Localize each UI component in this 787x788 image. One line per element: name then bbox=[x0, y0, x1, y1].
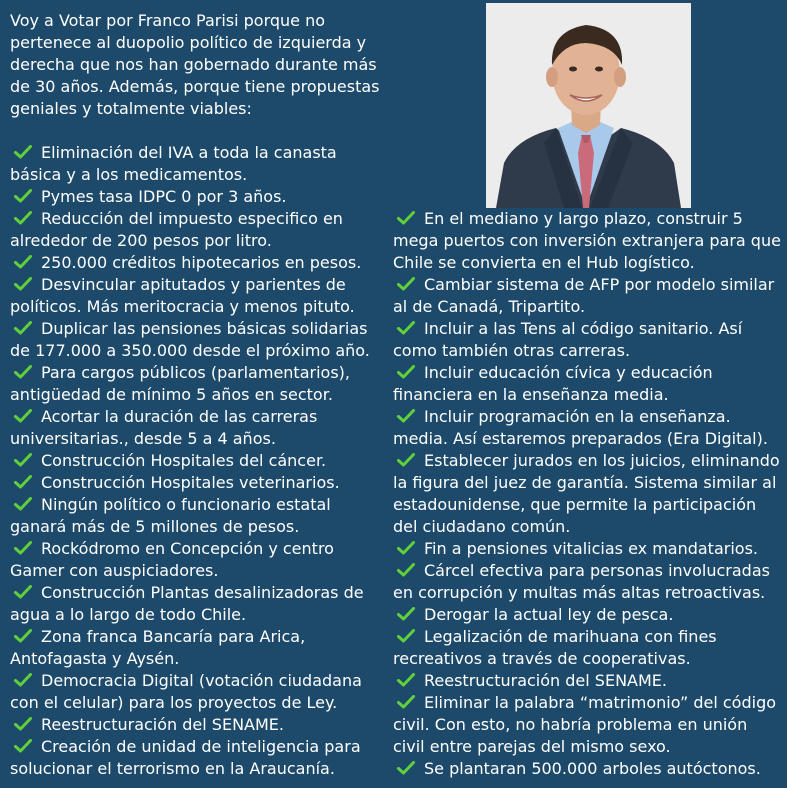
proposal-text: Construcción Hospitales veterinarios. bbox=[41, 473, 340, 492]
proposal-text: Ningún político o funcionario estatal ganará más de 5 millones de pesos. bbox=[10, 495, 331, 536]
proposal-item bbox=[10, 274, 386, 318]
proposal-text: Derogar la actual ley de pesca. bbox=[424, 605, 674, 624]
proposal-item bbox=[393, 758, 783, 780]
check-icon bbox=[397, 211, 415, 225]
proposal-text: Legalización de marihuana con fines recreativos a través de cooperativas. bbox=[393, 627, 717, 668]
check-icon bbox=[14, 409, 32, 423]
check-icon bbox=[14, 145, 32, 159]
proposal-item bbox=[393, 604, 783, 626]
proposal-text: Eliminación del IVA a toda la canasta básica y a los medicamentos. bbox=[10, 143, 337, 184]
proposal-item bbox=[393, 274, 783, 318]
check-icon bbox=[14, 475, 32, 489]
proposal-item bbox=[10, 670, 386, 714]
proposal-text: En el mediano y largo plazo, construir 5 mega puertos con inversión extranjera para que Chile se convierta en el Hub logístico. bbox=[393, 209, 781, 272]
check-icon bbox=[397, 277, 415, 291]
proposals-right-list bbox=[393, 208, 783, 780]
proposal-item bbox=[393, 560, 783, 604]
check-icon bbox=[397, 321, 415, 335]
check-icon bbox=[14, 717, 32, 731]
proposal-text: Construcción Plantas desalinizadoras de agua a lo largo de todo Chile. bbox=[10, 583, 364, 624]
check-icon bbox=[14, 321, 32, 335]
proposal-item bbox=[10, 406, 386, 450]
check-icon bbox=[397, 673, 415, 687]
proposals-left-list bbox=[10, 142, 386, 780]
proposal-text: Creación de unidad de inteligencia para solucionar el terrorismo en la Araucanía. bbox=[10, 737, 361, 778]
proposal-item bbox=[10, 208, 386, 252]
proposal-item bbox=[393, 626, 783, 670]
proposal-text: Duplicar las pensiones básicas solidarias de 177.000 a 350.000 desde el próximo año. bbox=[10, 319, 370, 360]
check-icon bbox=[14, 739, 32, 753]
check-icon bbox=[397, 761, 415, 775]
proposal-item bbox=[393, 362, 783, 406]
proposal-item bbox=[10, 714, 386, 736]
check-icon bbox=[397, 629, 415, 643]
proposal-item bbox=[10, 450, 386, 472]
proposal-text: Se plantaran 500.000 arboles autóctonos. bbox=[424, 759, 761, 778]
proposal-text: Reestructuración del SENAME. bbox=[41, 715, 284, 734]
proposal-text: Acortar la duración de las carreras universitarias., desde 5 a 4 años. bbox=[10, 407, 318, 448]
check-icon bbox=[397, 365, 415, 379]
check-icon bbox=[14, 365, 32, 379]
proposal-item bbox=[393, 406, 783, 450]
check-icon bbox=[14, 629, 32, 643]
proposal-text: Cárcel efectiva para personas involucradas en corrupción y multas más altas retroactivas. bbox=[393, 561, 770, 602]
check-icon bbox=[397, 695, 415, 709]
proposal-text: Construcción Hospitales del cáncer. bbox=[41, 451, 327, 470]
proposal-item bbox=[10, 582, 386, 626]
proposal-item bbox=[10, 538, 386, 582]
proposal-text: Democracia Digital (votación ciudadana con el celular) para los proyectos de Ley. bbox=[10, 671, 362, 712]
check-icon bbox=[14, 255, 32, 269]
proposal-item bbox=[10, 318, 386, 362]
proposal-text: Zona franca Bancaría para Arica, Antofagasta y Aysén. bbox=[10, 627, 306, 668]
proposal-item bbox=[10, 186, 386, 208]
proposal-item bbox=[393, 692, 783, 758]
check-icon bbox=[14, 453, 32, 467]
check-icon bbox=[14, 211, 32, 225]
check-icon bbox=[397, 453, 415, 467]
person-illustration bbox=[486, 3, 691, 208]
check-icon bbox=[397, 541, 415, 555]
check-icon bbox=[14, 189, 32, 203]
proposal-text: Eliminar la palabra “matrimonio” del código civil. Con esto, no habría problema en unión civil entre parejas del mismo sexo. bbox=[393, 693, 777, 756]
check-icon bbox=[14, 585, 32, 599]
proposal-text: Rockódromo en Concepción y centro Gamer con auspiciadores. bbox=[10, 539, 334, 580]
proposal-item bbox=[10, 736, 386, 780]
proposal-text: Incluir educación cívica y educación financiera en la enseñanza media. bbox=[393, 363, 713, 404]
proposal-text: Establecer jurados en los juicios, eliminando la figura del juez de garantía. Sistema similar al estadounidense, que permite la participación del ciudadano común. bbox=[393, 451, 780, 536]
check-icon bbox=[14, 497, 32, 511]
proposal-item bbox=[393, 538, 783, 560]
proposal-text: Fin a pensiones vitalicias ex mandatarios. bbox=[424, 539, 758, 558]
proposal-text: Incluir a las Tens al código sanitario. Así como también otras carreras. bbox=[393, 319, 743, 360]
proposal-text: 250.000 créditos hipotecarios en pesos. bbox=[41, 253, 362, 272]
portrait-photo bbox=[486, 3, 691, 208]
check-icon bbox=[397, 607, 415, 621]
proposal-item bbox=[393, 450, 783, 538]
proposal-text: Reestructuración del SENAME. bbox=[424, 671, 667, 690]
intro-text: Voy a Votar por Franco Parisi porque no pertenece al duopolio político de izquierda y derecha que nos han gobernado durante más de 30 años. Además, porque tiene propuestas geniales y totalmente viables: bbox=[10, 11, 380, 118]
check-icon bbox=[14, 673, 32, 687]
proposal-text: Cambiar sistema de AFP por modelo similar al de Canadá, Tripartito. bbox=[393, 275, 775, 316]
check-icon bbox=[14, 541, 32, 555]
check-icon bbox=[397, 409, 415, 423]
proposal-text: Desvincular apitutados y parientes de políticos. Más meritocracia y menos pituto. bbox=[10, 275, 355, 316]
check-icon bbox=[14, 277, 32, 291]
proposal-item bbox=[10, 142, 386, 186]
proposal-item bbox=[10, 626, 386, 670]
proposal-item bbox=[393, 670, 783, 692]
proposal-item bbox=[393, 208, 783, 274]
proposal-item bbox=[10, 362, 386, 406]
proposal-item bbox=[10, 472, 386, 494]
proposal-item bbox=[10, 494, 386, 538]
proposal-item bbox=[10, 252, 386, 274]
proposal-text: Reducción del impuesto especifico en alrededor de 200 pesos por litro. bbox=[10, 209, 343, 250]
proposal-text: Pymes tasa IDPC 0 por 3 años. bbox=[41, 187, 287, 206]
proposal-text: Incluir programación en la enseñanza. media. Así estaremos preparados (Era Digital). bbox=[393, 407, 768, 448]
proposal-text: Para cargos públicos (parlamentarios), antigüedad de mínimo 5 años en sector. bbox=[10, 363, 350, 404]
proposal-item bbox=[393, 318, 783, 362]
check-icon bbox=[397, 563, 415, 577]
